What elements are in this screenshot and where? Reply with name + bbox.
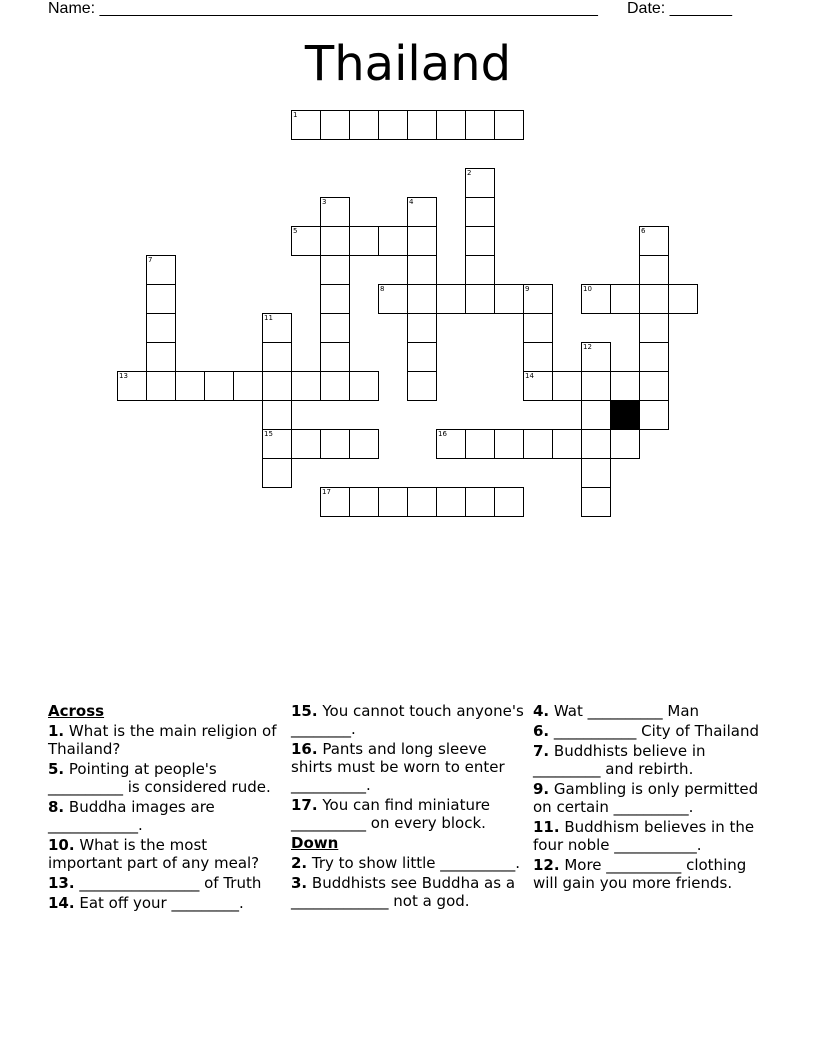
clue-item: [291, 796, 529, 832]
clue-text: You cannot touch anyone's ________.: [291, 702, 524, 738]
grid-cell[interactable]: [407, 342, 437, 372]
grid-cell[interactable]: [349, 110, 379, 140]
grid-cell[interactable]: [175, 371, 205, 401]
grid-cell[interactable]: [320, 313, 350, 343]
clue-number-label: 13.: [48, 874, 75, 892]
grid-cell[interactable]: [523, 342, 553, 372]
clue-item: [291, 702, 529, 738]
clue-item: [291, 740, 529, 794]
grid-cell[interactable]: [262, 400, 292, 430]
grid-cell[interactable]: [291, 110, 321, 140]
date-field-label: Date: _______: [627, 0, 732, 17]
clue-number-label: 7.: [533, 742, 550, 760]
across-clue-list: [48, 722, 286, 912]
grid-cell[interactable]: [320, 284, 350, 314]
grid-cell[interactable]: [146, 313, 176, 343]
grid-cell[interactable]: [610, 429, 640, 459]
grid-cell[interactable]: [523, 284, 553, 314]
grid-cell[interactable]: [262, 458, 292, 488]
grid-cell[interactable]: [494, 429, 524, 459]
clues-column-3: [533, 702, 771, 894]
grid-cell[interactable]: [581, 429, 611, 459]
clue-number-label: 4.: [533, 702, 550, 720]
grid-cell[interactable]: [465, 487, 495, 517]
clue-number-label: 16.: [291, 740, 318, 758]
grid-cell[interactable]: [378, 226, 408, 256]
clue-number-label: 17.: [291, 796, 318, 814]
grid-cell[interactable]: [378, 487, 408, 517]
clue-item: [533, 702, 771, 720]
clue-number: 4: [409, 198, 414, 206]
grid-cell[interactable]: [320, 226, 350, 256]
clue-text: You can find miniature __________ on every block.: [291, 796, 491, 832]
clue-item: [48, 874, 286, 892]
clue-text: Eat off your _________.: [74, 894, 244, 912]
grid-cell[interactable]: [407, 371, 437, 401]
clue-text: Buddha images are ____________.: [48, 798, 215, 834]
grid-cell[interactable]: [610, 371, 640, 401]
grid-cell[interactable]: [523, 429, 553, 459]
grid-cell[interactable]: [349, 487, 379, 517]
grid-cell[interactable]: [349, 226, 379, 256]
down-clue-list-continued: [533, 702, 771, 892]
clue-item: [533, 818, 771, 854]
puzzle-title: Thailand: [304, 36, 512, 92]
grid-cell[interactable]: [146, 342, 176, 372]
grid-cell[interactable]: [581, 371, 611, 401]
clue-number-label: 15.: [291, 702, 318, 720]
clue-text: Buddhism believes in the four noble ___________.: [533, 818, 755, 854]
clue-item: [291, 854, 529, 872]
clue-number-label: 2.: [291, 854, 308, 872]
grid-cell[interactable]: [465, 226, 495, 256]
grid-cell[interactable]: [320, 371, 350, 401]
grid-cell[interactable]: [465, 284, 495, 314]
grid-cell[interactable]: [639, 313, 669, 343]
clue-text: Gambling is only permitted on certain __________.: [533, 780, 759, 816]
grid-cell[interactable]: [291, 429, 321, 459]
clue-number-label: 3.: [291, 874, 308, 892]
grid-cell[interactable]: [349, 429, 379, 459]
grid-cell[interactable]: [581, 458, 611, 488]
clue-item: [48, 798, 286, 834]
grid-cell[interactable]: [494, 110, 524, 140]
grid-cell[interactable]: [233, 371, 263, 401]
clue-text: ________________ of Truth: [74, 874, 262, 892]
clue-number-label: 1.: [48, 722, 65, 740]
clue-text: Try to show little __________.: [307, 854, 521, 872]
clue-item: [48, 760, 286, 796]
down-clue-list: [291, 854, 529, 910]
down-heading: Down: [291, 834, 339, 852]
grid-cell[interactable]: [117, 371, 147, 401]
grid-cell[interactable]: [378, 110, 408, 140]
clue-item: [533, 722, 771, 740]
grid-cell[interactable]: [494, 487, 524, 517]
clue-number-label: 5.: [48, 760, 65, 778]
clue-number: 10: [583, 285, 592, 293]
grid-cell[interactable]: [523, 371, 553, 401]
grid-cell[interactable]: [349, 371, 379, 401]
clue-number: 1: [293, 111, 298, 119]
grid-cell[interactable]: [320, 255, 350, 285]
clue-item: [291, 874, 529, 910]
grid-cell[interactable]: [552, 371, 582, 401]
grid-cell[interactable]: [436, 284, 466, 314]
grid-cell[interactable]: [581, 342, 611, 372]
grid-cell[interactable]: [320, 487, 350, 517]
grid-cell[interactable]: [639, 226, 669, 256]
clue-text: Wat __________ Man: [549, 702, 700, 720]
grid-cell[interactable]: [436, 429, 466, 459]
grid-cell[interactable]: [262, 342, 292, 372]
name-field-label: Name: ________________________________________________________: [48, 0, 598, 17]
clues-column-2: [291, 702, 529, 912]
clue-number-label: 14.: [48, 894, 75, 912]
grid-cell[interactable]: [668, 284, 698, 314]
clue-number-label: 11.: [533, 818, 560, 836]
grid-cell[interactable]: [146, 255, 176, 285]
grid-cell[interactable]: [407, 313, 437, 343]
grid-cell[interactable]: [639, 342, 669, 372]
clue-number: 15: [264, 430, 273, 438]
grid-cell[interactable]: [581, 400, 611, 430]
grid-cell[interactable]: [407, 487, 437, 517]
grid-cell[interactable]: [262, 429, 292, 459]
grid-cell[interactable]: [465, 168, 495, 198]
clue-text: Pants and long sleeve shirts must be worn to enter __________.: [291, 740, 505, 794]
grid-cell[interactable]: [436, 487, 466, 517]
across-clue-list-continued: [291, 702, 529, 832]
clue-text: Buddhists see Buddha as a _____________ not a god.: [291, 874, 516, 910]
grid-cell[interactable]: [146, 284, 176, 314]
across-heading: Across: [48, 702, 105, 720]
grid-cell[interactable]: [465, 255, 495, 285]
clue-text: What is the most important part of any meal?: [48, 836, 260, 872]
grid-cell[interactable]: [407, 284, 437, 314]
clue-item: [533, 742, 771, 778]
grid-cell[interactable]: [262, 371, 292, 401]
clue-number: 6: [641, 227, 646, 235]
grid-cell[interactable]: [523, 313, 553, 343]
black-cell: [610, 400, 640, 430]
clue-number: 14: [525, 372, 534, 380]
clue-text: What is the main religion of Thailand?: [48, 722, 277, 758]
clue-number: 11: [264, 314, 273, 322]
clue-item: [48, 722, 286, 758]
grid-cell[interactable]: [204, 371, 234, 401]
grid-cell[interactable]: [465, 429, 495, 459]
grid-cell[interactable]: [639, 284, 669, 314]
clue-text: ___________ City of Thailand: [549, 722, 759, 740]
grid-cell[interactable]: [407, 255, 437, 285]
grid-cell[interactable]: [407, 110, 437, 140]
clue-item: [48, 836, 286, 872]
clue-number: 7: [148, 256, 153, 264]
grid-cell[interactable]: [494, 284, 524, 314]
grid-cell[interactable]: [610, 284, 640, 314]
clue-number: 2: [467, 169, 472, 177]
grid-cell[interactable]: [407, 197, 437, 227]
clue-number: 3: [322, 198, 327, 206]
grid-cell[interactable]: [639, 400, 669, 430]
clue-number: 16: [438, 430, 447, 438]
clue-text: Buddhists believe in _________ and rebirth.: [533, 742, 706, 778]
grid-cell[interactable]: [320, 110, 350, 140]
grid-cell[interactable]: [320, 342, 350, 372]
clue-number: 17: [322, 488, 331, 496]
clue-number-label: 8.: [48, 798, 65, 816]
clue-text: More __________ clothing will gain you more friends.: [533, 856, 747, 892]
grid-cell[interactable]: [320, 197, 350, 227]
grid-cell[interactable]: [465, 110, 495, 140]
grid-cell[interactable]: [552, 429, 582, 459]
grid-cell[interactable]: [639, 255, 669, 285]
clue-text: Pointing at people's __________ is considered rude.: [48, 760, 271, 796]
clue-number: 9: [525, 285, 530, 293]
clue-number: 13: [119, 372, 128, 380]
clue-number-label: 6.: [533, 722, 550, 740]
grid-cell[interactable]: [581, 284, 611, 314]
grid-cell[interactable]: [262, 313, 292, 343]
clue-item: [533, 780, 771, 816]
grid-cell[interactable]: [465, 197, 495, 227]
clue-number-label: 9.: [533, 780, 550, 798]
grid-cell[interactable]: [291, 371, 321, 401]
clue-item: [48, 894, 286, 912]
grid-cell[interactable]: [320, 429, 350, 459]
clue-number-label: 10.: [48, 836, 75, 854]
grid-cell[interactable]: [407, 226, 437, 256]
clue-number: 12: [583, 343, 592, 351]
grid-cell[interactable]: [436, 110, 466, 140]
grid-cell[interactable]: [639, 371, 669, 401]
grid-cell[interactable]: [291, 226, 321, 256]
clues-column-1: [48, 702, 286, 914]
grid-cell[interactable]: [146, 371, 176, 401]
clue-item: [533, 856, 771, 892]
clue-number: 5: [293, 227, 298, 235]
clue-number-label: 12.: [533, 856, 560, 874]
grid-cell[interactable]: [581, 487, 611, 517]
clue-number: 8: [380, 285, 385, 293]
grid-cell[interactable]: [378, 284, 408, 314]
